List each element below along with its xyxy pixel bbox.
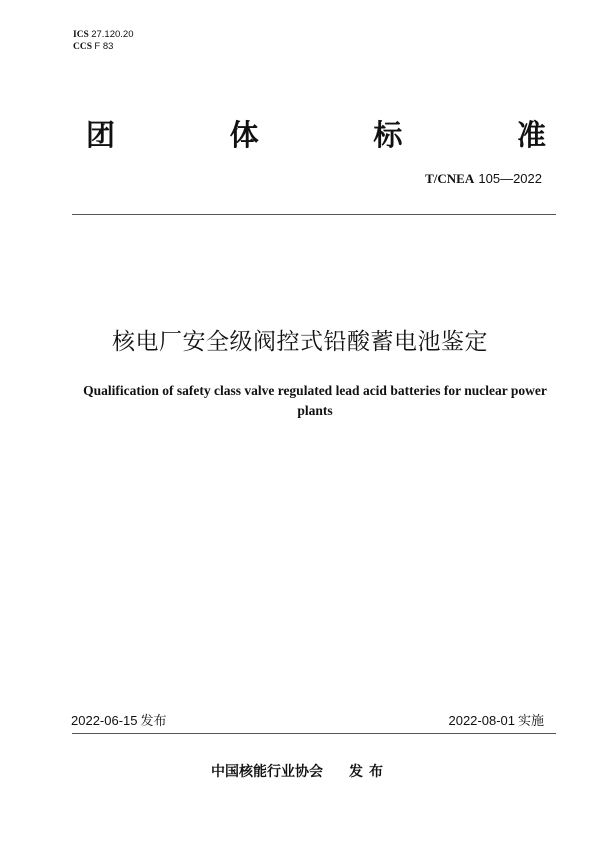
classification-codes bbox=[73, 29, 133, 53]
standard-number bbox=[425, 171, 542, 188]
bottom-divider bbox=[72, 733, 556, 734]
document-type-heading bbox=[86, 117, 546, 153]
standard-number-prefix: T/CNEA bbox=[425, 171, 475, 186]
document-type-char: 体 bbox=[229, 118, 259, 152]
ccs-row bbox=[73, 41, 133, 53]
document-type-char: 标 bbox=[373, 118, 403, 152]
issue-date-line bbox=[71, 712, 167, 731]
ics-code: 27.120.20 bbox=[91, 29, 134, 40]
document-type-char: 准 bbox=[516, 118, 546, 152]
issue-date: 2022-06-15 bbox=[71, 713, 138, 728]
implementation-date: 2022-08-01 bbox=[448, 713, 515, 728]
ics-row bbox=[73, 29, 133, 41]
publisher-line bbox=[0, 762, 600, 782]
implementation-label: 实施 bbox=[517, 714, 544, 729]
title-chinese: 核电厂安全级阀控式铅酸蓄电池鉴定 bbox=[112, 329, 488, 355]
title-english: Qualification of safety class valve regulated lead acid batteries for nuclear power plants bbox=[83, 383, 547, 418]
publisher-action: 发布 bbox=[349, 764, 389, 780]
ccs-label: CCS bbox=[73, 42, 93, 52]
issue-label: 发布 bbox=[140, 714, 167, 729]
publisher-name: 中国核能行业协会 bbox=[211, 764, 323, 780]
ccs-code: F 83 bbox=[94, 41, 114, 52]
standard-number-value: 105—2022 bbox=[478, 171, 542, 186]
implementation-date-line bbox=[448, 712, 544, 731]
document-type-char: 团 bbox=[86, 118, 116, 152]
top-divider bbox=[72, 214, 556, 215]
ics-label: ICS bbox=[73, 30, 89, 40]
